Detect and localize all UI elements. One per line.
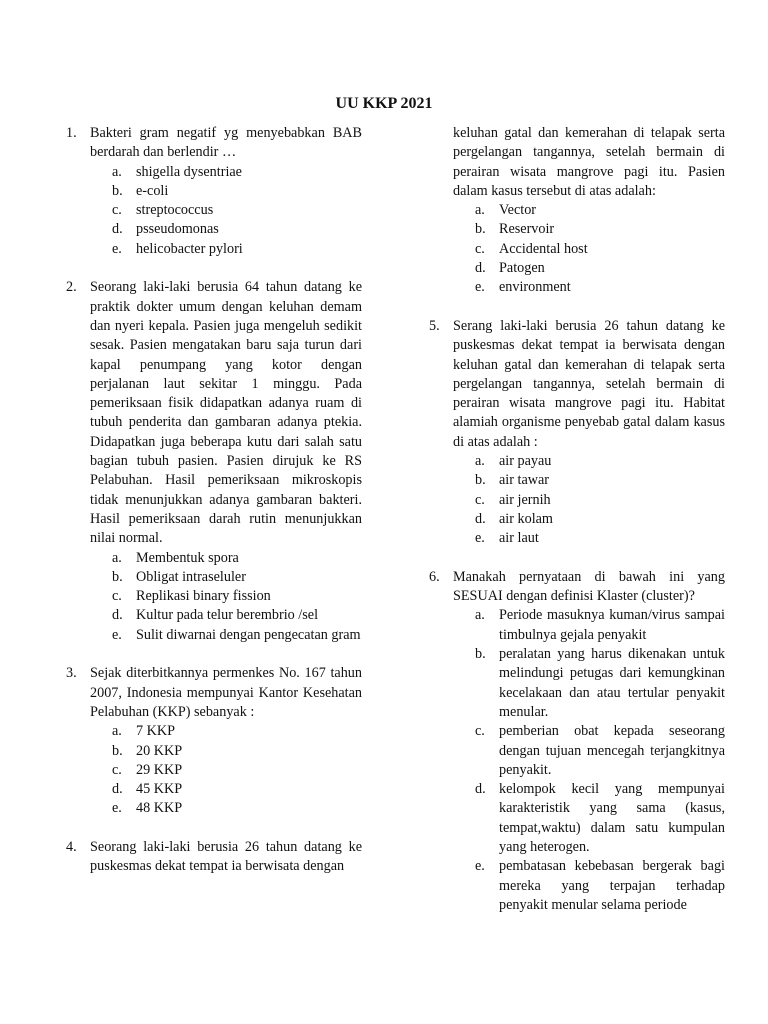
option-letter: d. [475,781,486,798]
question-3 [66,664,362,818]
option-letter: a. [112,723,122,740]
option-text: 7 KKP [136,723,176,740]
option-list [90,163,362,259]
option-list [90,722,362,818]
option-text: pembatasan kebebasan bergerak bagi mereka yang terpajan terhadap penyakit menular selama periode [499,858,725,913]
option-text: Sulit diwarnai dengan pengecatan gram [136,626,361,643]
option-item [475,529,725,548]
question-4-continued [429,124,725,298]
option-item [112,549,362,568]
option-letter: e. [475,279,485,296]
option-text: air kolam [499,510,553,527]
question-number: 2. [66,279,77,296]
option-item [475,220,725,239]
option-item [475,491,725,510]
option-text: Vector [499,202,537,219]
option-text: helicobacter pylori [136,240,243,257]
option-text: peralatan yang harus dikenakan untuk melindungi petugas dari kemungkinan kecelakaan dan atau tertular penyakit menular. [499,646,725,720]
option-letter: e. [475,858,485,875]
option-letter: e. [112,800,122,817]
option-text: Membentuk spora [136,549,239,566]
option-letter: b. [112,742,123,759]
option-item [112,240,362,259]
option-letter: e. [475,530,485,547]
option-letter: b. [112,568,123,585]
option-item [112,163,362,182]
option-text: air payau [499,453,552,470]
option-item [475,606,725,645]
option-item [475,857,725,915]
option-letter: c. [112,761,122,778]
question-stem: Sejak diterbitkannya permenkes No. 167 tahun 2007, Indonesia mempunyai Kantor Kesehatan Pelabuhan (KKP) sebanyak : [90,665,362,720]
option-text: Accidental host [499,240,588,257]
option-item [112,761,362,780]
option-letter: b. [475,472,486,489]
question-stem: keluhan gatal dan kemerahan di telapak serta pergelangan tangannya, setelah bermain di perairan wisata mangrove pagi itu. Pasien dalam kasus tersebut di atas adalah: [453,125,725,199]
option-letter: b. [112,182,123,199]
option-item [475,471,725,490]
option-letter: d. [475,510,486,527]
option-letter: a. [112,163,122,180]
option-list [90,549,362,645]
question-6 [429,568,725,915]
option-letter: d. [112,607,123,624]
option-item [112,722,362,741]
option-letter: a. [475,453,485,470]
option-text: 20 KKP [136,742,183,759]
option-item [475,201,725,220]
option-letter: c. [475,723,485,740]
option-text: e-coli [136,182,169,199]
left-column [66,124,362,896]
option-letter: c. [475,491,485,508]
option-text: 48 KKP [136,800,183,817]
option-text: Periode masuknya kuman/virus sampai timbulnya gejala penyakit [499,607,725,643]
option-item [112,626,362,645]
option-text: Reservoir [499,221,555,238]
option-letter: a. [475,202,485,219]
question-stem: Bakteri gram negatif yg menyebabkan BAB berdarah dan berlendir … [90,125,362,161]
question-number: 3. [66,665,77,682]
option-text: kelompok kecil yang mempunyai karakteristik yang sama (kasus, tempat,waktu) dalam satu kumpulan yang heterogen. [499,781,725,855]
option-item [112,201,362,220]
option-text: air tawar [499,472,550,489]
option-list [453,201,725,297]
option-letter: a. [475,607,485,624]
option-item [112,780,362,799]
question-stem: Manakah pernyataan di bawah ini yang SESUAI dengan definisi Klaster (cluster)? [453,568,725,605]
option-item [112,182,362,201]
option-text: air jernih [499,491,551,508]
question-1 [66,124,362,259]
option-item [112,799,362,818]
option-text: environment [499,279,571,296]
option-letter: c. [475,240,485,257]
option-text: Obligat intraseluler [136,568,246,585]
option-text: shigella dysentriae [136,163,242,180]
question-2 [66,278,362,645]
question-4 [66,838,362,877]
option-item [475,645,725,722]
option-item [112,606,362,625]
option-letter: a. [112,549,122,566]
question-5 [429,317,725,549]
option-item [112,220,362,239]
option-letter: d. [112,781,123,798]
question-number: 1. [66,125,77,141]
question-stem: Seorang laki-laki berusia 26 tahun datang ke puskesmas dekat tempat ia berwisata dengan [90,838,362,875]
option-letter: e. [112,626,122,643]
option-text: Replikasi binary fission [136,588,271,605]
option-item [475,278,725,297]
option-letter: d. [475,260,486,277]
question-stem: Serang laki-laki berusia 26 tahun datang ke puskesmas dekat tempat ia berwisata dengan keluhan gatal dan kemerahan di telapak serta pergelangan tangannya, setelah bermain di perairan wisata mangrove pagi itu. Habitat alamiah organisme penyebab gatal dalam kasus di atas adalah : [453,317,725,450]
option-text: Kultur pada telur berembrio /sel [136,607,319,624]
option-item [112,568,362,587]
option-item [475,780,725,857]
option-text: air laut [499,530,539,547]
question-number: 4. [66,838,77,855]
option-text: Patogen [499,260,545,277]
option-letter: c. [112,202,122,219]
option-item [112,587,362,606]
question-number: 6. [429,568,440,585]
question-number: 5. [429,317,440,334]
question-stem: Seorang laki-laki berusia 64 tahun datang ke praktik dokter umum dengan keluhan demam dan nyeri kepala. Pasien juga mengeluh sedikit sesak. Pasien mengatakan baru saja turun dari kapal penumpang yang kotor dengan perjalanan laut sekitar 1 minggu. Pada pemeriksaan fisik didapatkan adanya ruam di tubuh penderita dan gambaran adanya ptekia. Didapatkan juga beberapa kutu dari salah satu bagian tubuh pasien. Pasien dirujuk ke RS Pelabuhan. Hasil pemeriksaan mikroskopis tidak menunjukkan adanya gambaran bakteri. Hasil pemeriksaan darah rutin menunjukkan nilai normal. [90,279,362,547]
option-item [475,510,725,529]
option-text: psseudomonas [136,221,219,238]
option-letter: e. [112,240,122,257]
option-letter: b. [475,646,486,663]
option-letter: c. [112,588,122,605]
option-item [112,742,362,761]
option-text: 29 KKP [136,761,183,778]
option-text: pemberian obat kepada seseorang dengan tujuan mencegah terjangkitnya penyakit. [499,723,725,778]
right-column [429,124,725,934]
option-text: 45 KKP [136,781,183,798]
option-item [475,722,725,780]
document-title: UU KKP 2021 [335,95,433,112]
option-item [475,452,725,471]
option-text: streptococcus [136,202,214,219]
option-item [475,240,725,259]
option-item [475,259,725,278]
option-letter: d. [112,221,123,238]
option-list [453,606,725,915]
option-letter: b. [475,221,486,238]
option-list [453,452,725,548]
